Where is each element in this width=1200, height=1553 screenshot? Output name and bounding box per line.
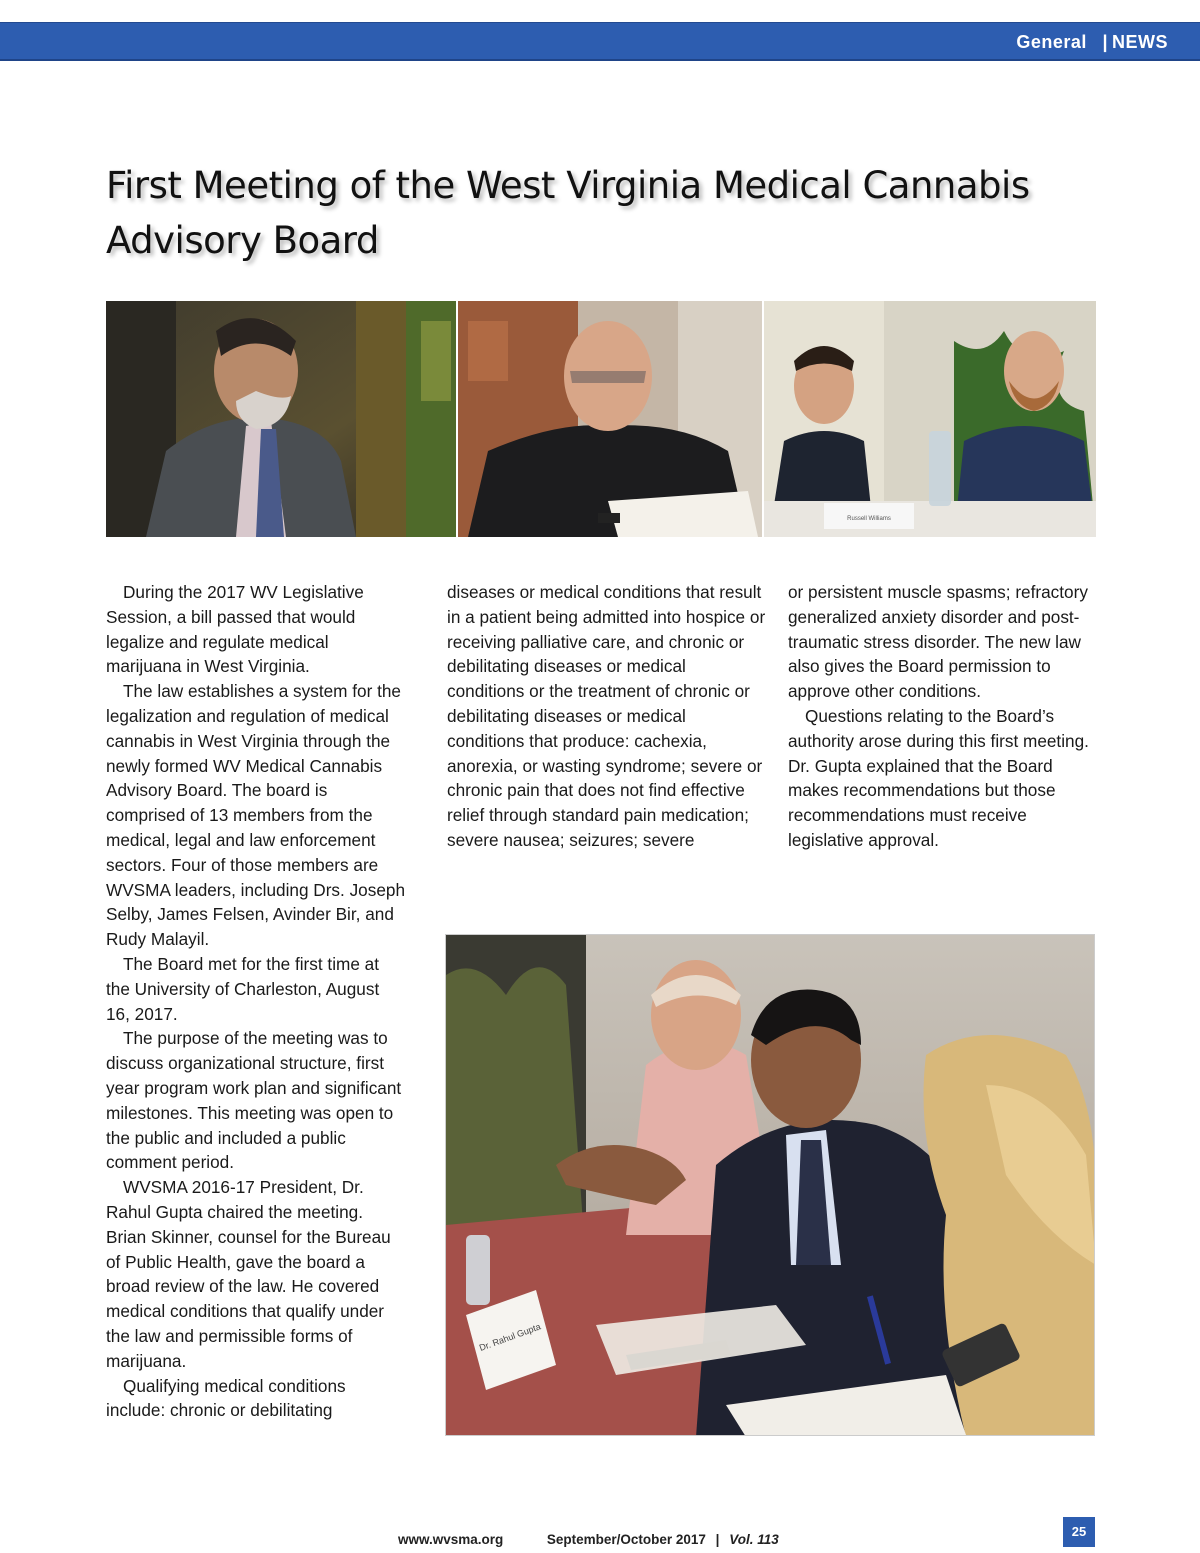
photo-strip — [106, 301, 1096, 537]
footer-website: www.wvsma.org — [398, 1532, 504, 1547]
paragraph: Qualifying medical conditions include: chronic or debilitating — [106, 1375, 346, 1421]
paragraph: WVSMA 2016-17 President, Dr. Rahul Gupta chaired the meeting. Brian Skinner, counsel for the Bureau of Public Health, gave the board a broad review of the law. He covered medical conditions that qualify under the law and permissible forms of marijuana. — [106, 1177, 391, 1371]
paragraph: During the 2017 WV Legislative Session, a bill passed that would legalize and regulate medical marijuana in West Virginia. — [106, 582, 364, 677]
article-column-1 — [106, 580, 406, 1423]
section-label — [1016, 32, 1168, 53]
nameplate-text: Dr. Rahul Gupta — [477, 1321, 543, 1353]
section-category: NEWS — [1112, 32, 1168, 52]
section-separator: | — [1102, 32, 1108, 52]
page-footer — [398, 1532, 779, 1547]
paragraph: The purpose of the meeting was to discuss organizational structure, first year program work plan and significant milestones. This meeting was open to the public and included a public comment period. — [106, 1028, 402, 1173]
nameplate-text: Russell Williams — [847, 516, 891, 522]
article-column-2 — [447, 580, 767, 853]
photo-board-member-1 — [106, 301, 456, 537]
footer-issue: September/October 2017 — [546, 1532, 706, 1547]
photo-board-member-2 — [456, 301, 762, 537]
paragraph: or persistent muscle spasms; refractory generalized anxiety disorder and post-traumatic stress disorder. The new law also gives the Board permission to approve other conditions. — [788, 582, 1088, 702]
article-column-3 — [788, 580, 1098, 853]
paragraph: Questions relating to the Board’s authority arose during this first meeting. Dr. Gupta explained that the Board makes recommendations but those recommendations must receive legislative approval. — [788, 705, 1089, 850]
page-number: 25 — [1063, 1517, 1095, 1547]
article-title: First Meeting of the West Virginia Medical Cannabis Advisory Board — [106, 164, 1030, 262]
paragraph: The Board met for the first time at the University of Charleston, August 16, 2017. — [106, 953, 380, 1024]
section-name: General — [1016, 32, 1087, 52]
photo-board-members-3 — [762, 301, 1096, 537]
footer-volume: Vol. 113 — [729, 1532, 779, 1547]
photo-meeting-chair — [445, 934, 1095, 1436]
paragraph: diseases or medical conditions that result in a patient being admitted into hospice or receiving palliative care, and chronic or debilitating diseases or medical conditions or the treatment of chronic or debilitating diseases or medical conditions that produce: cachexia, anorexia, or wasting syndrome; severe or chronic pain that does not find effective relief through standard pain medication; severe nausea; seizures; severe — [447, 582, 766, 850]
section-header-bar — [0, 22, 1200, 61]
paragraph: The law establishes a system for the legalization and regulation of medical cannabis in West Virginia through the newly formed WV Medical Cannabis Advisory Board. The board is comprised of 13 members from the medical, legal and law enforcement sectors. Four of those members are WVSMA leaders, including Drs. Joseph Selby, James Felsen, Avinder Bir, and Rudy Malayil. — [106, 681, 406, 950]
footer-separator: | — [715, 1532, 720, 1547]
